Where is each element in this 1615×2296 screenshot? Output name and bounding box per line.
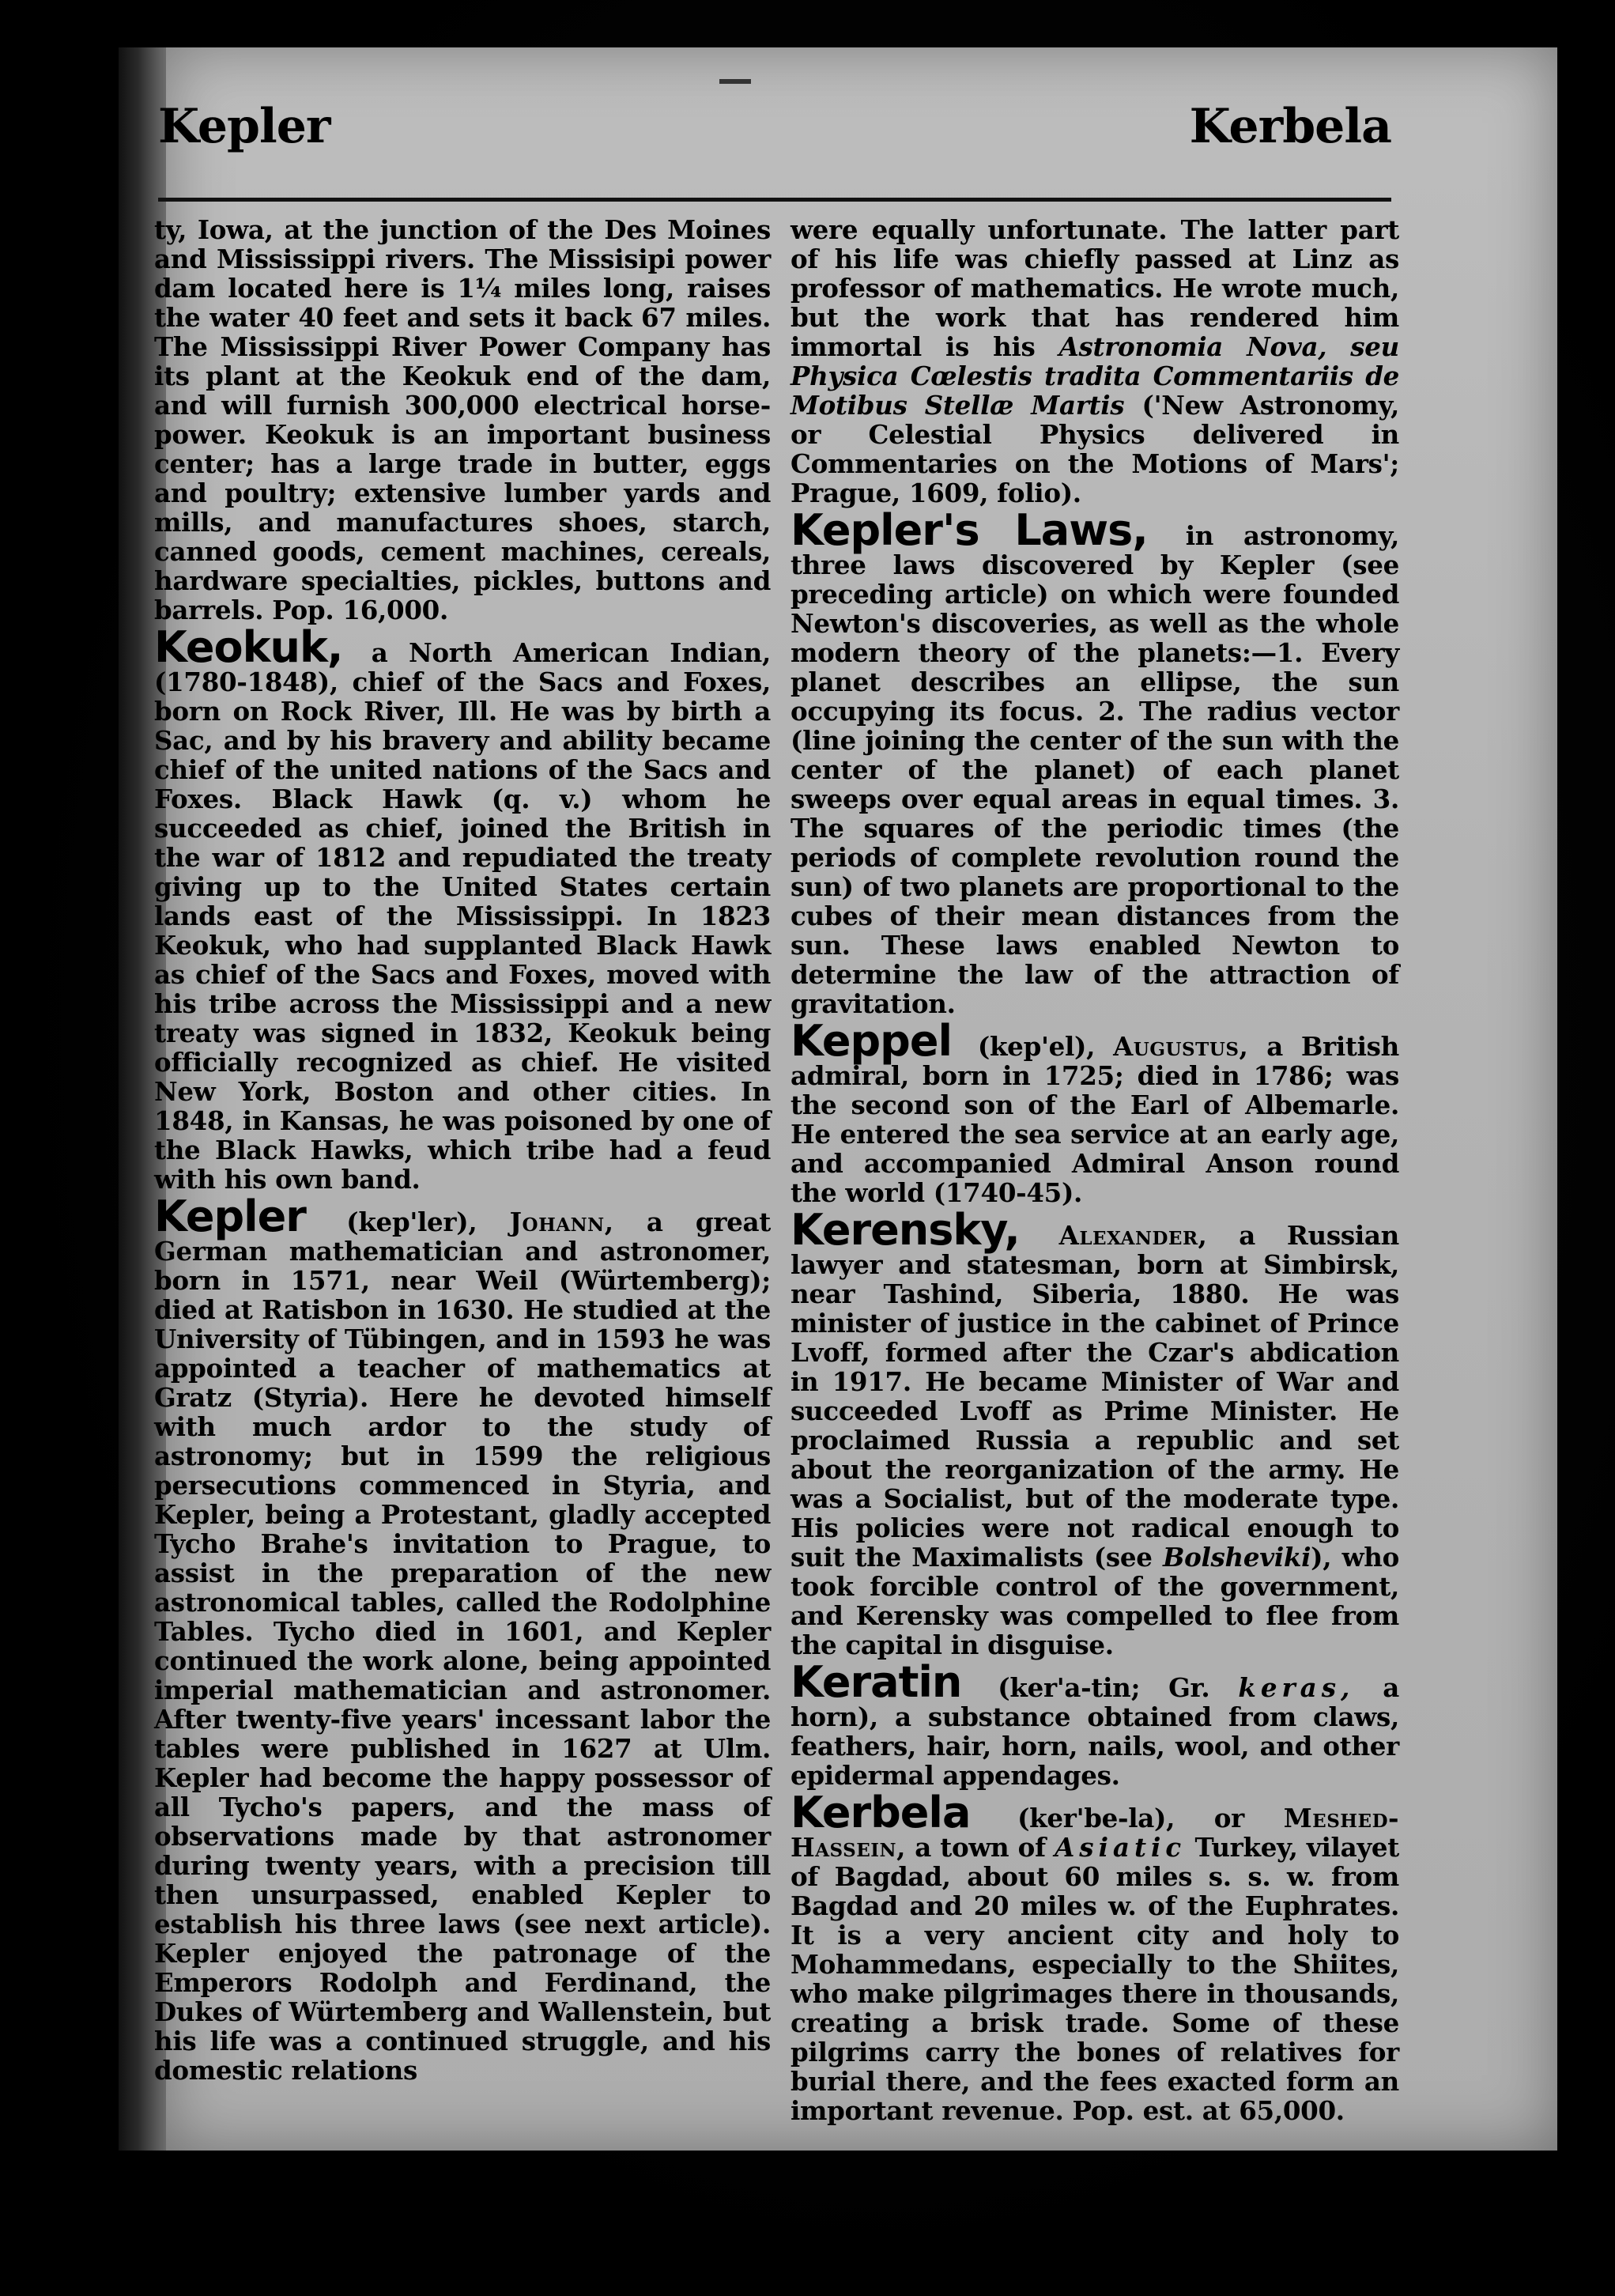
pronunciation-keratin: (ker'a-tin; Gr. <box>998 1672 1210 1703</box>
running-header <box>158 99 1391 194</box>
kepler-continuation <box>791 215 1399 508</box>
headword-keokuk: Keokuk, <box>154 622 343 672</box>
entry-keplers-laws <box>791 505 1400 1019</box>
greek-word-keratin: keras, <box>1238 1672 1355 1703</box>
entry-kerensky-text-a: a Russian lawyer and statesman, born at Simbirsk, near Tashind, Siberia, 1880. He was minister of justice in the cabinet of Prince Lvoff, formed after the Czar's abdication in 1917. He became Minister of War and succeeded Lvoff as Prime Minister. He proclaimed Russia a republic and set about the reorganization of the army. He was a Socialist, but of the moderate type. His policies were not radical enough to suit the Maximalists (see <box>791 1220 1400 1573</box>
given-name-kerensky: Alexander, <box>1058 1220 1208 1251</box>
given-name-keppel: Augustus, <box>1113 1031 1249 1062</box>
entry-keppel <box>791 1016 1399 1208</box>
continuation-paragraph: ty, Iowa, at the junction of the Des Moines and Mississippi rivers. The Missisipi power dam located here is 1¼ miles long, raises the water 40 feet and sets it back 67 miles. The Mississippi River Power Company has its plant at the Keokuk end of the dam, and will furnish 300,000 electrical horse-power. Keokuk is an important business center; has a large trade in butter, eggs and poultry; extensive lumber yards and mills, and manufactures shoes, starch, canned goods, cement machines, cereals, hardware specialties, pickles, buttons and barrels. Pop. 16,000. <box>154 214 771 625</box>
kepler-work-title: Astronomia Nova, seu Physica Cœlestis tradita Commentariis de Motibus Stellæ Martis <box>791 331 1399 421</box>
header-rule <box>158 198 1391 202</box>
kepler-continuation-b: ('New Astronomy, or Celestial Physics delivered in Commentaries on the Motions of Mars'; Prague, 1609, folio). <box>791 390 1399 508</box>
pronunciation-kerbela: (ker'be-la), or <box>1017 1803 1244 1833</box>
pronunciation-keppel: (kep'el), <box>977 1031 1096 1062</box>
left-column <box>154 215 771 2088</box>
entry-keratin <box>791 1657 1399 1791</box>
entry-keokuk <box>154 622 771 1195</box>
headword-kepler: Kepler <box>154 1191 306 1241</box>
header-left-word: Kepler <box>158 99 330 154</box>
entry-kepler <box>154 1191 772 2086</box>
entry-keppel-text: a British admiral, born in 1725; died in 1786; was the second son of the Earl of Albemarle. He entered the sea service at an early age, and accompanied Admiral Anson round the world (1740-45). <box>791 1031 1399 1208</box>
entry-kerensky-text-b: ), who took forcible control of the government, and Kerensky was compelled to flee from the capital in disguise. <box>791 1542 1399 1660</box>
headword-kerensky: Kerensky, <box>791 1205 1020 1255</box>
kepler-continuation-a: were equally unfortunate. The latter part of his life was chiefly passed at Linz as professor of mathematics. He wrote much, but the work that has rendered him immortal is his <box>791 214 1399 362</box>
entry-kerensky-italic: Bolsheviki <box>1162 1542 1311 1573</box>
headword-keplers-laws: Kepler's Laws, <box>791 505 1148 555</box>
entry-kepler-text: a great German mathematician and astronomer, born in 1571, near Weil (Würtemberg); died at Ratisbon in 1630. He studied at the University of Tübingen, and in 1593 he was appointed a teacher of mathematics at Gratz (Styria). Here he devoted himself with much ardor to the study of astronomy; but in 1599 the religious persecutions commenced in Styria, and Kepler, being a Protestant, gladly accepted Tycho Brahe's invitation to Prague, to assist in the preparation of the new astronomical tables, called the Rodolphine Tables. Tycho died in 1601, and Kepler continued the work alone, being appointed imperial mathematician and astronomer. After twenty-five years' incessant labor the tables were published in 1627 at Ulm. Kepler had become the happy possessor of all Tycho's papers, and the mass of observations made by that astronomer during twenty years, with a precision till then unsurpassed, enabled Kepler to establish his three laws (see next article). Kepler enjoyed the patronage of the Emperors Rodolph and Ferdinand, the Dukes of Würtemberg and Wallenstein, but his life was a continued struggle, and his domestic relations <box>154 1207 772 2086</box>
header-right-word: Kerbela <box>1189 99 1391 154</box>
entry-keratin-text: a horn), a substance obtained from claws, feathers, hair, horn, nails, wool, and other epidermal appendages. <box>791 1672 1399 1791</box>
headword-kerbela: Kerbela <box>791 1788 971 1837</box>
right-column <box>791 215 1399 2128</box>
entry-kerensky <box>791 1205 1400 1660</box>
alt-name-kerbela: Meshed-Hassein, <box>791 1803 1399 1863</box>
entry-kerbela-text-b: Turkey, vilayet of Bagdad, about 60 miles s. s. w. from Bagdad and 20 miles w. of the Euphrates. It is a very ancient city and holy to Mohammedans, especially to the Shiites, who make pilgrimages there in thousands, creating a brisk trade. Some of these pilgrims carry the bones of relatives for burial there, and the fees exacted form an important revenue. Pop. est. at 65,000. <box>791 1832 1400 2126</box>
headword-keppel: Keppel <box>791 1016 952 1066</box>
given-name-kepler: Johann, <box>509 1207 614 1237</box>
headword-keratin: Keratin <box>791 1657 962 1707</box>
entry-keokuk-text: a North American Indian, (1780-1848), chief of the Sacs and Foxes, born on Rock River, Ill. He was by birth a Sac, and by his bravery and ability became chief of the united nations of the Sacs and Foxes. Black Hawk (q. v.) whom he succeeded as chief, joined the British in the war of 1812 and repudiated the treaty giving up to the United States certain lands east of the Mississippi. In 1823 Keokuk, who had supplanted Black Hawk as chief of the Sacs and Foxes, moved with his tribe across the Mississippi and a new treaty was signed in 1832, Keokuk being officially recognized as chief. He visited New York, Boston and other cities. In 1848, in Kansas, he was poisoned by one of the Black Hawks, which tribe had a feud with his own band. <box>154 637 771 1195</box>
entry-kerbela-text-a: a town of <box>915 1832 1046 1863</box>
entry-keplers-laws-text: in astronomy, three laws discovered by Kepler (see preceding article) on which were founded Newton's discoveries, as well as the whole modern theory of the planets:—1. Every planet describes an ellipse, the sun occupying its focus. 2. The radius vector (line joining the center of the sun with the center of the planet) of each planet sweeps over equal areas in equal times. 3. The squares of the periodic times (the periods of complete revolution round the sun) of two planets are proportional to the cubes of their mean distances from the sun. These laws enabled Newton to determine the law of the attraction of gravitation. <box>791 520 1400 1019</box>
entry-kerbela-spaced: Asiatic <box>1055 1832 1187 1863</box>
entry-kerbela <box>791 1788 1400 2126</box>
print-mark <box>719 79 751 84</box>
pronunciation-kepler: (kep'ler), <box>346 1207 477 1237</box>
